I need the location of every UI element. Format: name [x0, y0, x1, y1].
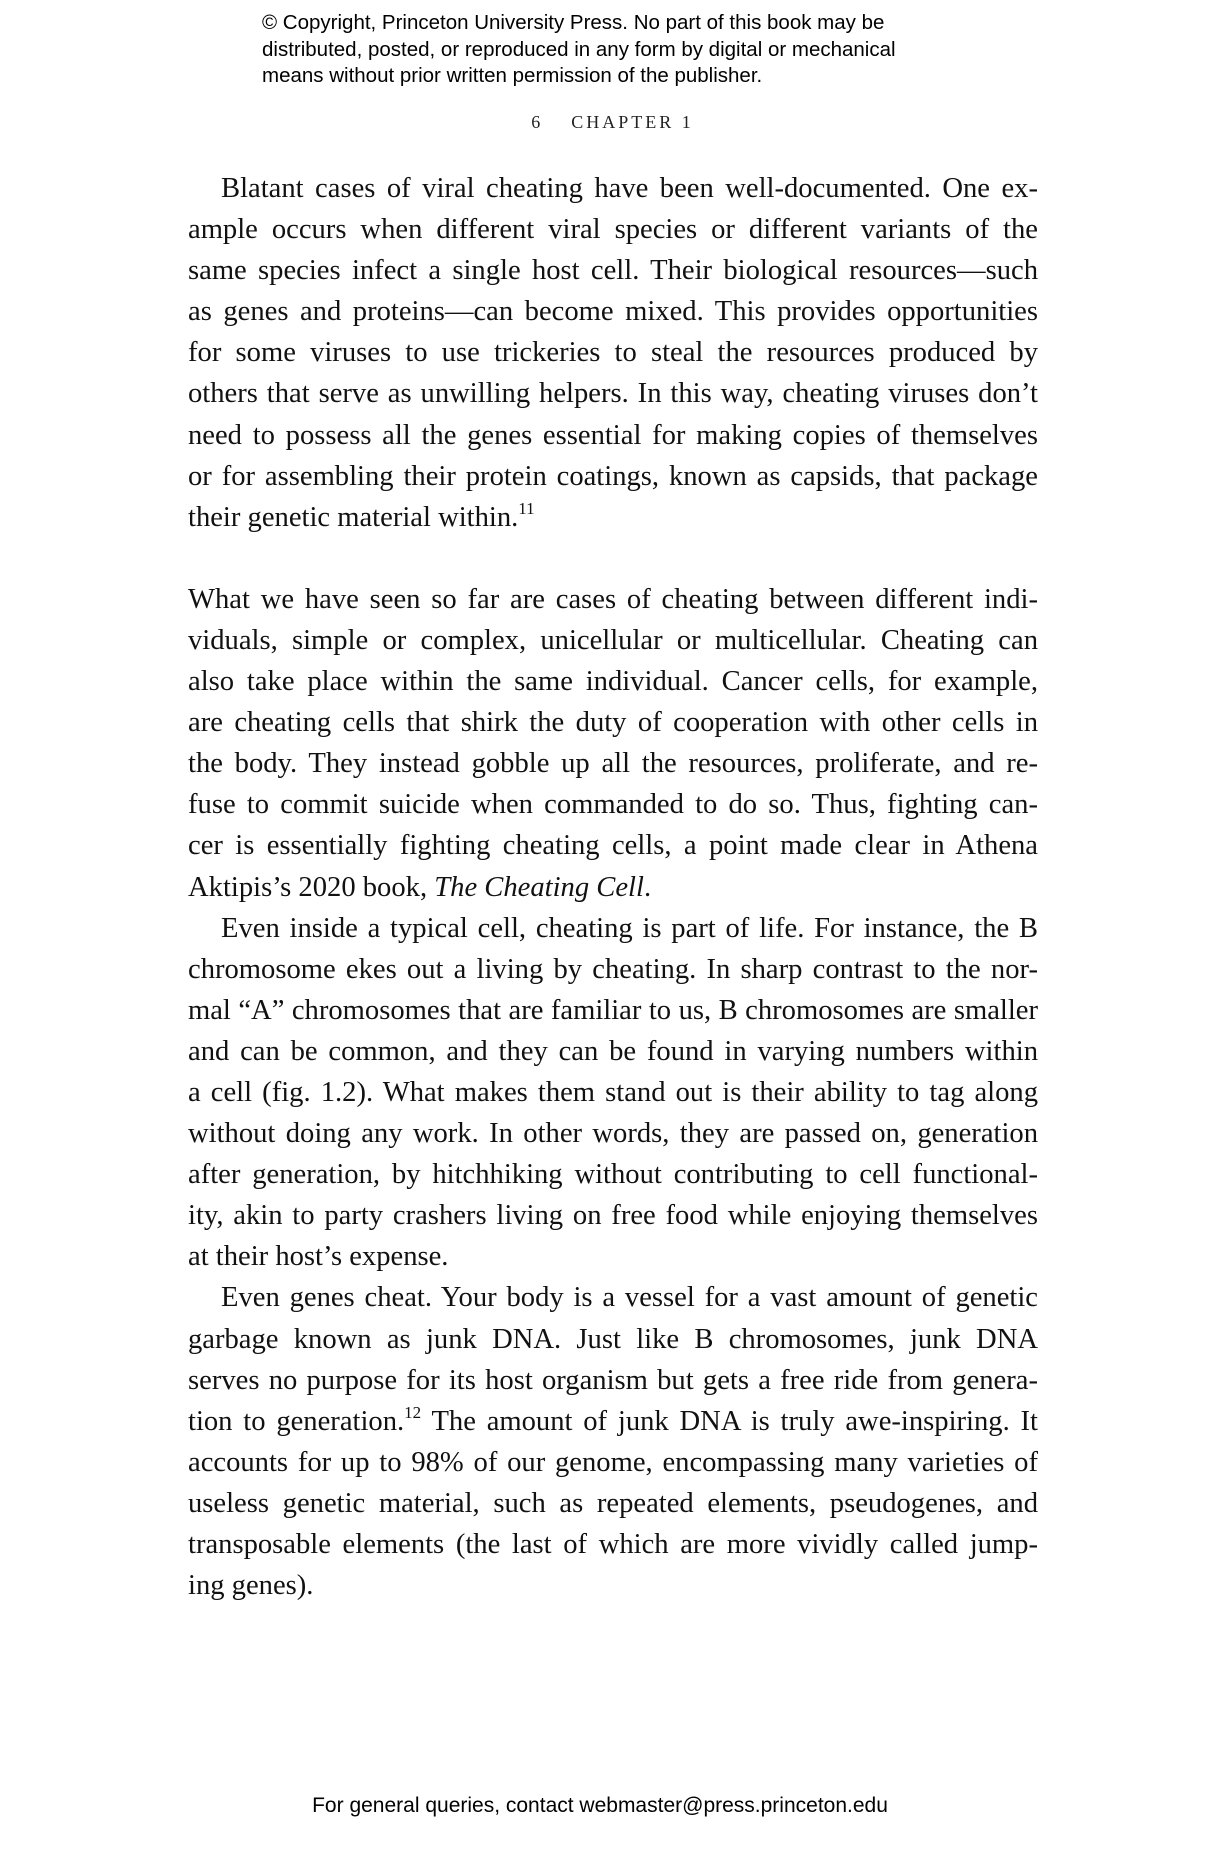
chapter-label: CHAPTER 1: [571, 112, 694, 132]
text-line: need to possess all the genes essential for making copies of themselves: [188, 419, 1038, 451]
copyright-line: distributed, posted, or reproduced in any form by digital or mechanical: [262, 37, 896, 61]
text-line: What we have seen so far are cases of cheating between different indi-: [188, 583, 1038, 615]
text-line: useless genetic material, such as repeated elements, pseudogenes, and: [188, 1487, 1038, 1519]
text-line: for some viruses to use trickeries to steal the resources produced by: [188, 337, 1038, 369]
text-line: cer is essentially fighting cheating cells, a point made clear in Athena: [188, 830, 1038, 862]
copyright-line: means without prior written permission of the publisher.: [262, 64, 763, 87]
text-line: and can be common, and they can be found in varying numbers within: [188, 1035, 1038, 1067]
text-line: fuse to commit suicide when commanded to do so. Thus, fighting can-: [188, 789, 1038, 821]
page-number: 6: [531, 112, 544, 132]
body-text: [188, 168, 1038, 1606]
section-gap: [188, 538, 1038, 579]
text-line-content: The amount of junk DNA is truly awe-inspiring. It: [421, 1405, 1039, 1437]
text-line: ity, akin to party crashers living on free food while enjoying themselves: [188, 1200, 1038, 1232]
text-line: garbage known as junk DNA. Just like B chromosomes, junk DNA: [188, 1323, 1038, 1355]
paragraph: [188, 579, 1038, 908]
text-line: Blatant cases of viral cheating have been well-documented. One ex-: [221, 173, 1038, 204]
text-line: chromosome ekes out a living by cheating. In sharp contrast to the nor-: [188, 953, 1038, 985]
text-line: [188, 1401, 1038, 1442]
text-line: accounts for up to 98% of our genome, encompassing many varieties of: [188, 1446, 1038, 1478]
text-line-content: Aktipis’s 2020 book,: [188, 871, 435, 903]
text-line: without doing any work. In other words, they are passed on, generation: [188, 1118, 1038, 1150]
text-line: viduals, simple or complex, unicellular or multicellular. Cheating can: [188, 624, 1038, 656]
book-title: The Cheating Cell: [434, 871, 644, 903]
text-line: also take place within the same individual. Cancer cells, for example,: [188, 666, 1038, 698]
text-line: are cheating cells that shirk the duty of cooperation with other cells in: [188, 707, 1038, 739]
text-line: ing genes).: [188, 1570, 314, 1602]
text-line: mal “A” chromosomes that are familiar to us, B chromosomes are smaller: [188, 994, 1038, 1026]
paragraph: [188, 1277, 1038, 1606]
text-line: after generation, by hitchhiking without contributing to cell functional-: [188, 1159, 1038, 1191]
text-line: [188, 497, 1038, 538]
text-line: the body. They instead gobble up all the resources, proliferate, and re-: [188, 748, 1038, 780]
text-line: at their host’s expense.: [188, 1241, 449, 1273]
text-line: [188, 867, 1038, 908]
footnote-marker: 12: [404, 1402, 422, 1422]
paragraph: [188, 168, 1038, 538]
paragraph: [188, 908, 1038, 1278]
copyright-notice: [262, 10, 982, 90]
copyright-line: © Copyright, Princeton University Press. No part of this book may be: [262, 11, 885, 34]
text-line-content: .: [643, 871, 652, 903]
text-line: same species infect a single host cell. Their biological resources—such: [188, 255, 1038, 287]
text-line: serves no purpose for its host organism but gets a free ride from genera-: [188, 1364, 1038, 1396]
running-head: [0, 112, 1225, 133]
text-line: transposable elements (the last of which are more vividly called jump-: [188, 1529, 1038, 1560]
text-line: Even inside a typical cell, cheating is part of life. For instance, the B: [221, 912, 1038, 944]
text-line: others that serve as unwilling helpers. In this way, cheating viruses don’t: [188, 378, 1038, 410]
footnote-marker: 11: [518, 498, 535, 518]
text-line: a cell (fig. 1.2). What makes them stand out is their ability to tag along: [188, 1076, 1038, 1108]
text-line-content: tion to generation.: [188, 1405, 405, 1437]
text-line: ample occurs when different viral species or different variants of the: [188, 214, 1038, 246]
text-line: Even genes cheat. Your body is a vessel for a vast amount of genetic: [221, 1282, 1038, 1314]
footer-contact: For general queries, contact webmaster@press.princeton.edu: [312, 1794, 888, 1817]
text-line: as genes and proteins—can become mixed. This provides opportunities: [188, 296, 1038, 328]
text-line: or for assembling their protein coatings, known as capsids, that package: [188, 460, 1038, 492]
text-line-content: their genetic material within.: [188, 501, 519, 533]
